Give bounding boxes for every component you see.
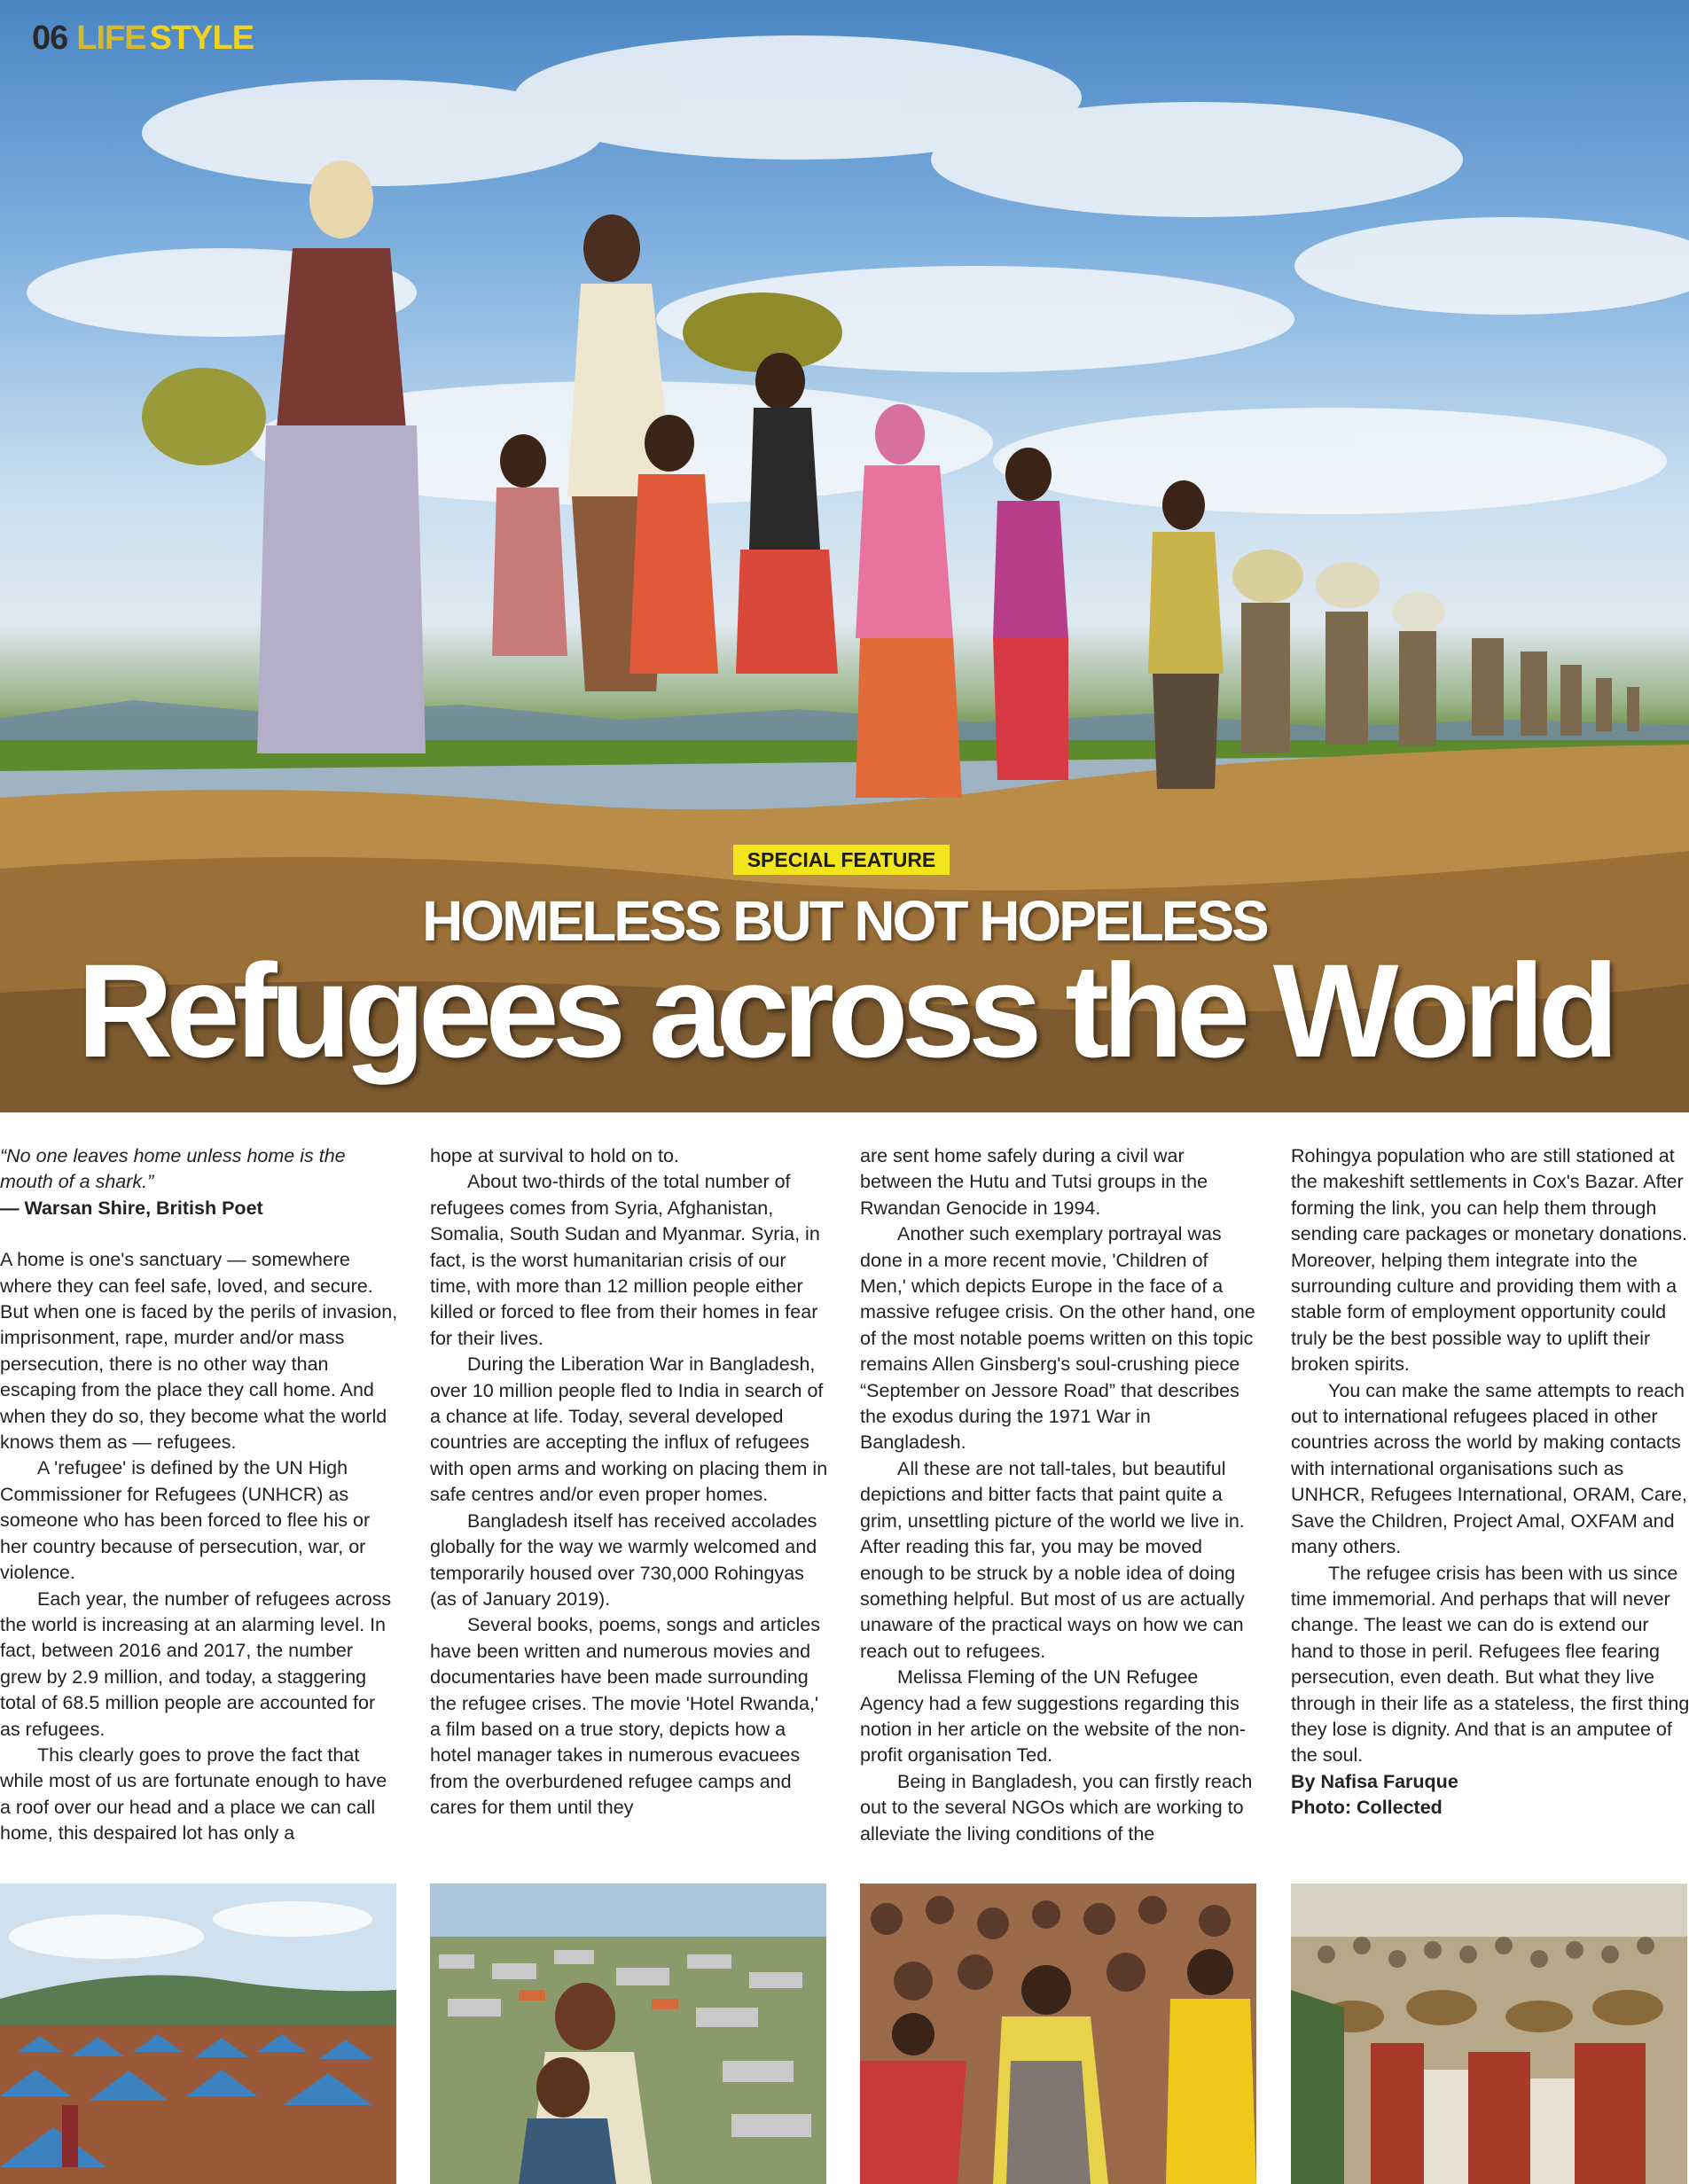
paragraph: This clearly goes to prove the fact that while most of us are fortunate enough to have a roof over our head and a place we can call home, this despaired lot has only a	[0, 1743, 387, 1845]
page-folio	[32, 20, 254, 58]
paragraph: Each year, the number of refugees across the world is increasing at an alarming level. In fact, between 2016 and 2017, the number grew by 2.9 million, and today, a staggering total of 68.5 million people are accounted for as refugees.	[0, 1587, 392, 1740]
byline: By Nafisa Faruque	[1291, 1770, 1458, 1792]
paragraph: A home is one's sanctuary — somewhere where they can feel safe, loved, and secure. But when one is faced by the perils of invasion, imprisonment, rape, murder and/or mass persecution, there is no other way than escaping from the place they call home. And when they do so, they become what the world knows them as — refugees.	[0, 1249, 398, 1454]
epigraph-quote: “No one leaves home unless home is the mouth of a shark.”	[0, 1145, 346, 1193]
paragraph: You can make the same attempts to reach out to international refugees placed in other countries across the world by making contacts with international organisations such as UNHCR, Refugees International, ORAM, Care, Save the Children, Project Amal, OXFAM and many others.	[1291, 1379, 1687, 1558]
paragraph: Several books, poems, songs and articles have been written and numerous movies and documentaries have been made surrounding the refugee crises. The movie 'Hotel Rwanda,' a film based on a true story, depicts how a hotel manager takes in numerous evacuees from the overburdened refugee camps and cares for them until they	[430, 1614, 820, 1819]
paragraph: Being in Bangladesh, you can firstly reach out to the several NGOs which are working to alleviate the living conditions of the	[860, 1770, 1253, 1845]
paragraph: During the Liberation War in Bangladesh, over 10 million people fled to India in search of a chance at life. Today, several developed countries are accepting the influx of refugees with open arms and working on placing them in safe centres and/or even proper homes.	[430, 1353, 828, 1506]
paragraph: About two-thirds of the total number of refugees comes from Syria, Afghanistan, Somalia, South Sudan and Myanmar. Syria, in fact, is the worst humanitarian crisis of our time, with more than 12 million people either killed or forced to flee from their homes in fear for their lives.	[430, 1171, 820, 1349]
paragraph: hope at survival to hold on to.	[430, 1145, 679, 1166]
paragraph: are sent home safely during a civil war between the Hutu and Tutsi groups in the Rwandan Genocide in 1994.	[860, 1145, 1208, 1219]
photo-credit: Photo: Collected	[1291, 1797, 1443, 1819]
refugee-tents-photo	[0, 1884, 396, 2184]
article-column-4	[1291, 1143, 1689, 1821]
epigraph-attribution: — Warsan Shire, British Poet	[0, 1197, 263, 1219]
kicker-headline: HOMELESS BUT NOT HOPELESS	[422, 889, 1267, 953]
paragraph: The refugee crisis has been with us since time immemorial. And perhaps that will never change. The least we can do is extend our hand to those in peril. Refugees flee fearing persecution, even death. But what they live through in their life as a stateless, the first thing they lose is dignity. And that is an amputee of the soul.	[1291, 1562, 1689, 1767]
paragraph: Rohingya population who are still stationed at the makeshift settlements in Cox's Bazar. After forming the link, you can help them through sending care packages or monetary donations. Moreover, helping them integrate into the surrounding culture and providing them with a stable form of employment opportunity could truly be the best possible way to uplift their broken spirits.	[1291, 1145, 1687, 1376]
section-name-part2: STYLE	[149, 20, 254, 57]
paragraph: Bangladesh itself has received accolades globally for the way we warmly welcomed and temporarily housed over 730,000 Rohingyas (as of January 2019).	[430, 1509, 817, 1610]
article-column-2	[430, 1143, 829, 1821]
paragraph: Another such exemplary portrayal was done in a more recent movie, 'Children of Men,' which depicts Europe in the face of a massive refugee crisis. On the other hand, one of the most notable poems written on this topic remains Allen Ginsberg's soul-crushing piece “September on Jessore Road” that describes the exodus during the 1971 War in Bangladesh.	[860, 1223, 1255, 1454]
paragraph: A 'refugee' is defined by the UN High Commissioner for Refugees (UNHCR) as someone who has been forced to flee his or her country because of persecution, war, or violence.	[0, 1457, 371, 1584]
paragraph: Melissa Fleming of the UN Refugee Agency had a few suggestions regarding this notion in her article on the website of the non-profit organisation Ted.	[860, 1666, 1247, 1767]
special-feature-tag: SPECIAL FEATURE	[733, 845, 950, 875]
article-column-3	[860, 1143, 1259, 1847]
refugee-crowd-photo	[1291, 1884, 1687, 2184]
article-column-1	[0, 1143, 399, 1847]
rohingya-camp-photo	[430, 1884, 826, 2184]
main-headline: Refugees across the World	[76, 936, 1613, 1085]
section-name-part1: LIFE	[76, 20, 146, 57]
page-number: 06	[32, 20, 68, 57]
african-refugees-photo	[860, 1884, 1256, 2184]
paragraph: All these are not tall-tales, but beautiful depictions and bitter facts that paint quite a grim, unsettling picture of the world we live in. After reading this far, you may be moved enough to be struck by a noble idea of doing something helpful. But most of us are actually unaware of the practical ways on how we can reach out to refugees.	[860, 1457, 1245, 1662]
